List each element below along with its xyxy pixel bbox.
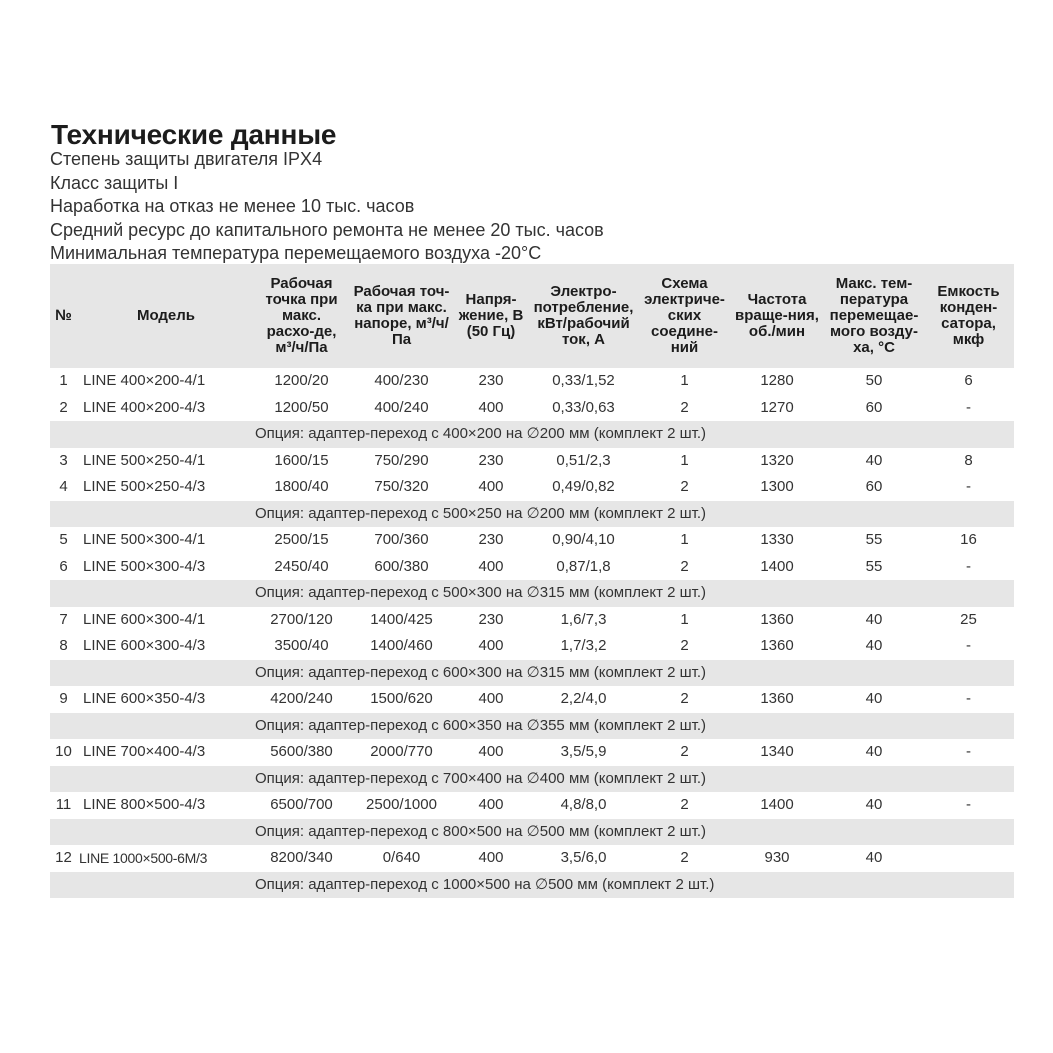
table-cell: 60 (865, 398, 883, 416)
table-cell: 3,5/6,0 (560, 849, 607, 866)
option-spacer (50, 501, 255, 528)
table-cell: 2 (680, 478, 689, 495)
model-cell: LINE 500×300-4/3 (83, 557, 206, 575)
model-cell: LINE 800×500-4/3 (83, 796, 206, 813)
table-cell: 3500/40 (274, 637, 329, 654)
table-cell: 16 (960, 531, 977, 548)
option-row (50, 872, 1014, 899)
row-number: 1 (59, 372, 68, 389)
model-cell: LINE 700×400-4/3 (83, 743, 206, 760)
row-number: 5 (59, 531, 68, 548)
table-cell: 700/360 (374, 531, 429, 548)
table-cell: 40 (865, 743, 883, 760)
option-spacer (825, 713, 1014, 740)
table-cell: - (966, 557, 971, 575)
table-cell: 1 (680, 610, 689, 628)
table-cell: 1500/620 (370, 690, 433, 707)
table-cell: 0,49/0,82 (552, 478, 615, 495)
table-header-row (50, 264, 1014, 368)
table-cell: 2500/1000 (366, 796, 437, 813)
model-cell: LINE 600×300-4/3 (83, 637, 206, 654)
table-cell: 0,33/0,63 (552, 398, 615, 416)
table-cell: 40 (865, 637, 883, 654)
option-row (50, 501, 1014, 528)
row-number: 6 (59, 557, 68, 575)
option-note: Опция: адаптер-переход с 400×200 на ∅200 мм (комплект 2 шт.) (255, 421, 825, 448)
table-cell: - (966, 637, 971, 654)
column-header: Емкость конден-сатора, мкф (923, 264, 1014, 368)
table-cell: 400 (478, 637, 504, 654)
table-cell: 2700/120 (270, 610, 333, 628)
option-spacer (50, 766, 255, 793)
table-cell: 1,6/7,3 (560, 610, 607, 628)
table-cell: 930 (764, 849, 790, 866)
option-row (50, 713, 1014, 740)
option-note: Опция: адаптер-переход с 500×300 на ∅315 мм (комплект 2 шт.) (255, 580, 825, 607)
table-row (50, 792, 1014, 819)
column-header: Частота враще-ния, об./мин (729, 264, 825, 368)
table-cell: 2 (680, 637, 689, 654)
table-cell: 6 (964, 372, 973, 389)
table-cell: 600/380 (374, 557, 429, 575)
model-cell: LINE 1000×500-6M/3 (79, 850, 208, 866)
table-cell: 1300 (760, 478, 794, 495)
table-cell: 5600/380 (270, 743, 333, 760)
option-spacer (825, 766, 1014, 793)
table-cell: 400 (478, 796, 504, 813)
table-cell: 2000/770 (370, 743, 433, 760)
table-cell: 25 (960, 610, 977, 628)
column-header: Рабочая точка при макс. расхо-де, м³/ч/Па (255, 264, 348, 368)
row-number: 11 (55, 796, 72, 813)
table-cell: 400 (478, 743, 504, 760)
table-cell: 6500/700 (270, 796, 333, 813)
model-cell: LINE 400×200-4/1 (83, 372, 206, 389)
table-cell: 0,51/2,3 (556, 451, 611, 469)
table-row (50, 554, 1014, 581)
table-cell: 2 (680, 743, 689, 760)
model-cell: LINE 500×250-4/1 (83, 451, 206, 469)
table-cell: 40 (865, 690, 883, 707)
table-cell: 8 (964, 451, 973, 469)
table-cell: 2 (680, 557, 689, 575)
table-body (50, 368, 1014, 898)
option-spacer (825, 421, 1014, 448)
column-header: Макс. тем-пература перемещае-мого возду-ха, °C (825, 264, 923, 368)
option-note: Опция: адаптер-переход с 700×400 на ∅400 мм (комплект 2 шт.) (255, 766, 825, 793)
table-cell: - (966, 690, 971, 707)
table-cell: 2 (680, 398, 689, 416)
table-row (50, 368, 1014, 395)
option-spacer (825, 580, 1014, 607)
row-number: 3 (59, 451, 68, 469)
option-spacer (825, 819, 1014, 846)
option-spacer (825, 872, 1014, 899)
table-cell: 2 (680, 796, 689, 813)
option-spacer (50, 819, 255, 846)
table-row (50, 845, 1014, 872)
table-cell: - (966, 796, 971, 813)
spec-item: Минимальная температура перемещаемого воздуха -20°C (50, 243, 542, 263)
option-spacer (825, 660, 1014, 687)
table-row (50, 607, 1014, 634)
option-spacer (50, 872, 255, 899)
table-cell: 230 (478, 372, 504, 389)
option-note: Опция: адаптер-переход с 800×500 на ∅500 мм (комплект 2 шт.) (255, 819, 825, 846)
table-cell: 1 (680, 531, 689, 548)
table-cell: 1 (680, 451, 689, 469)
spec-item: Класс защиты I (50, 172, 179, 193)
row-number: 10 (55, 743, 72, 760)
table-cell: 1200/20 (274, 372, 329, 389)
table-cell: 1 (680, 372, 689, 389)
table-cell: 400 (478, 690, 504, 707)
table-cell: 0,90/4,10 (552, 531, 615, 548)
option-note: Опция: адаптер-переход с 600×300 на ∅315 мм (комплект 2 шт.) (255, 660, 825, 687)
option-row (50, 580, 1014, 607)
table-cell: 4200/240 (270, 690, 333, 707)
table-cell: - (966, 743, 971, 760)
table-cell: 40 (865, 796, 883, 813)
table-cell: 230 (478, 451, 504, 469)
table-cell: 3,5/5,9 (560, 743, 607, 760)
table-cell: 55 (865, 557, 883, 575)
table-row (50, 395, 1014, 422)
table-cell: 400 (478, 557, 504, 575)
row-number: 2 (59, 398, 68, 416)
table-cell: 1400 (760, 796, 794, 813)
table-cell: 40 (865, 610, 883, 628)
model-cell: LINE 600×350-4/3 (83, 690, 206, 707)
table-cell: 1400 (760, 557, 794, 575)
table-cell: 1320 (760, 451, 794, 469)
table-cell: 4,8/8,0 (560, 796, 607, 813)
table-cell: 2 (680, 849, 689, 866)
table-row (50, 686, 1014, 713)
option-spacer (50, 580, 255, 607)
option-note: Опция: адаптер-переход с 500×250 на ∅200 мм (комплект 2 шт.) (255, 501, 825, 528)
table-cell: 55 (865, 531, 883, 548)
column-header: Рабочая точ-ка при макс. напоре, м³/ч/ Па (348, 264, 455, 368)
option-row (50, 819, 1014, 846)
row-number: 7 (59, 610, 68, 628)
table-cell: 40 (865, 849, 883, 866)
row-number: 8 (59, 637, 68, 654)
table-cell: 230 (478, 610, 504, 628)
page-title: Технические данные (51, 118, 337, 150)
table-cell: 1,7/3,2 (560, 637, 607, 654)
model-cell: LINE 500×250-4/3 (83, 478, 206, 495)
table-cell: 400 (478, 849, 504, 866)
row-number: 4 (59, 478, 68, 495)
table-cell: 1270 (760, 398, 794, 416)
table-cell: 1360 (760, 690, 794, 707)
column-header: № (50, 264, 77, 368)
row-number: 12 (55, 849, 72, 866)
option-note: Опция: адаптер-переход с 600×350 на ∅355 мм (комплект 2 шт.) (255, 713, 825, 740)
column-header: Схема электриче-ских соедине-ний (640, 264, 729, 368)
model-cell: LINE 400×200-4/3 (83, 398, 206, 416)
column-header: Напря-жение, В (50 Гц) (455, 264, 527, 368)
spec-list (50, 148, 604, 266)
table-cell: 1800/40 (274, 478, 329, 495)
table-row (50, 474, 1014, 501)
table-cell: 8200/340 (270, 849, 333, 866)
spec-item: Наработка на отказ не менее 10 тыс. часов (50, 196, 415, 216)
table-cell: 50 (865, 372, 883, 389)
table-cell (923, 845, 1014, 872)
table-cell: 1360 (760, 637, 794, 654)
table-cell: 0,33/1,52 (552, 372, 615, 389)
table-row (50, 739, 1014, 766)
table-cell: - (966, 478, 971, 495)
option-row (50, 421, 1014, 448)
table-cell: 400/230 (374, 372, 429, 389)
spec-item: Средний ресурс до капитального ремонта не менее 20 тыс. часов (50, 219, 604, 240)
table-cell: 750/320 (374, 478, 429, 495)
table-cell: 0,87/1,8 (556, 557, 611, 575)
table-cell: 1360 (760, 610, 794, 628)
table-cell: 1600/15 (274, 451, 329, 469)
table-cell: 400 (478, 398, 504, 416)
option-note: Опция: адаптер-переход с 1000×500 на ∅500 мм (комплект 2 шт.) (255, 872, 825, 899)
table-cell: 2,2/4,0 (560, 690, 607, 707)
option-spacer (50, 713, 255, 740)
option-spacer (50, 421, 255, 448)
table-cell: 2500/15 (274, 531, 329, 548)
option-row (50, 766, 1014, 793)
table-row (50, 633, 1014, 660)
table-cell: 750/290 (374, 451, 429, 469)
table-cell: 400 (478, 478, 504, 495)
spec-item: Степень защиты двигателя IPX4 (50, 149, 323, 169)
model-cell: LINE 600×300-4/1 (83, 610, 206, 628)
table-cell: 60 (865, 478, 883, 495)
table-cell: 1330 (760, 531, 794, 548)
table-cell: 230 (478, 531, 504, 548)
table-cell: 1200/50 (274, 398, 329, 416)
option-row (50, 660, 1014, 687)
table-row (50, 527, 1014, 554)
row-number: 9 (59, 690, 68, 707)
table-cell: - (966, 398, 971, 416)
model-cell: LINE 500×300-4/1 (83, 531, 206, 548)
table-cell: 1280 (760, 372, 794, 389)
table-cell: 1400/460 (370, 637, 433, 654)
table-cell: 2450/40 (274, 557, 329, 575)
table-row (50, 448, 1014, 475)
option-spacer (825, 501, 1014, 528)
option-spacer (50, 660, 255, 687)
table-cell: 0/640 (382, 849, 421, 866)
table-cell: 2 (680, 690, 689, 707)
table-cell: 1400/425 (370, 610, 433, 628)
table-cell: 1340 (760, 743, 794, 760)
table-cell: 40 (865, 451, 883, 469)
column-header: Модель (77, 264, 255, 368)
column-header: Электро-потребление, кВт/рабочий ток, А (527, 264, 640, 368)
table-cell: 400/240 (374, 398, 429, 416)
specs-table (50, 264, 1014, 898)
